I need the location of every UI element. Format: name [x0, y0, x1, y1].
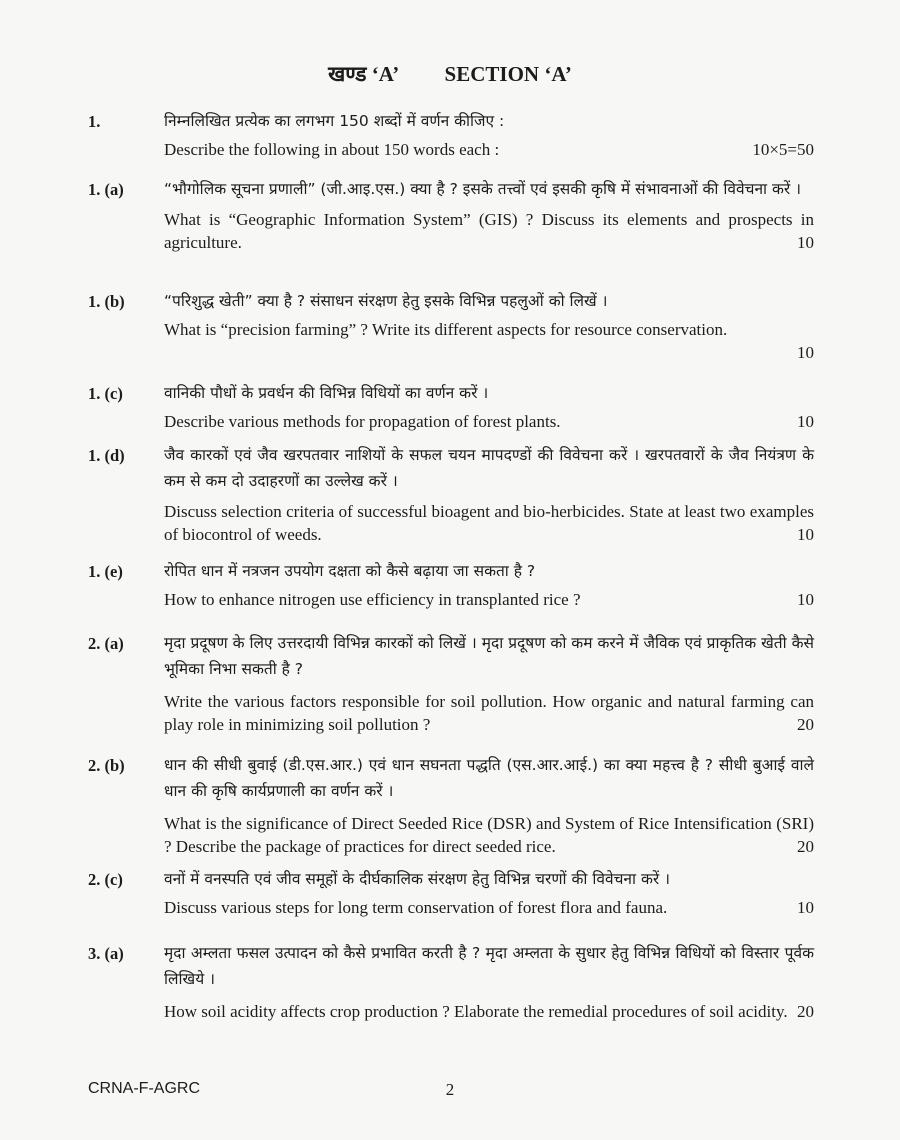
- question-text-english: Discuss selection criteria of successful bioagent and bio-herbicides. State at least two examples of biocontrol of weeds.: [164, 502, 814, 544]
- question-text-english: What is “Geographic Information System” (GIS) ? Discuss its elements and prospects in agriculture.: [164, 210, 814, 252]
- question-number: 2. (b): [88, 756, 125, 775]
- question-3a: [88, 940, 814, 1023]
- question-number: 1. (b): [88, 292, 125, 311]
- question-marks: 10: [797, 233, 814, 252]
- question-text-english: Write the various factors responsible for soil pollution. How organic and natural farming can play role in minimizing soil pollution ?: [164, 692, 814, 734]
- question-2c: [88, 866, 814, 919]
- question-text-english: How to enhance nitrogen use efficiency in transplanted rice ?: [164, 590, 581, 609]
- question-text-hindi: जैव कारकों एवं जैव खरपतवार नाशियों के सफल चयन मापदण्डों की विवेचना करें । खरपतवारों के जैव नियंत्रण के कम से कम दो उदाहरणों का उल्लेख करें ।: [164, 446, 814, 490]
- question-marks: 10×5=50: [752, 140, 814, 159]
- question-text-hindi: रोपित धान में नत्रजन उपयोग दक्षता को कैसे बढ़ाया जा सकता है ?: [164, 562, 536, 580]
- question-marks: 10: [797, 898, 814, 917]
- question-text-english: What is the significance of Direct Seeded Rice (DSR) and System of Rice Intensification (SRI) ? Describe the package of practices for direct seeded rice.: [164, 814, 814, 856]
- question-1a: [88, 176, 814, 254]
- section-heading-english: SECTION ‘A’: [444, 62, 572, 86]
- question-text-hindi: धान की सीधी बुवाई (डी.एस.आर.) एवं धान सघनता पद्धति (एस.आर.आई.) का क्या महत्त्व है ? सीधी बुआई वाले धान की कृषि कार्यप्रणाली का वर्णन करें ।: [164, 756, 814, 800]
- question-number: 1. (e): [88, 562, 123, 581]
- question-1d: [88, 442, 814, 546]
- question-2a: [88, 630, 814, 736]
- question-marks: 20: [797, 715, 814, 734]
- question-marks: 20: [797, 837, 814, 856]
- section-heading-hindi: खण्ड ‘A’: [328, 62, 400, 86]
- question-text-hindi: “परिशुद्ध खेती” क्या है ? संसाधन संरक्षण हेतु इसके विभिन्न पहलुओं को लिखें ।: [164, 292, 608, 310]
- question-number: 2. (a): [88, 634, 124, 653]
- question-number: 1. (c): [88, 384, 123, 403]
- question-text-english: Describe the following in about 150 words each :: [164, 140, 500, 159]
- question-1b: [88, 288, 814, 364]
- question-marks: 10: [797, 525, 814, 544]
- question-number: 1. (a): [88, 180, 124, 199]
- question-text-english: How soil acidity affects crop production ? Elaborate the remedial procedures of soil acidity.: [164, 1002, 788, 1021]
- paper-code: CRNA-F-AGRC: [88, 1080, 200, 1097]
- question-number: 3. (a): [88, 944, 124, 963]
- question-1e: [88, 558, 814, 611]
- question-marks: 10: [797, 343, 814, 362]
- question-text-hindi: वानिकी पौधों के प्रवर्धन की विभिन्न विधियों का वर्णन करें ।: [164, 384, 489, 402]
- question-text-hindi: मृदा प्रदूषण के लिए उत्तरदायी विभिन्न कारकों को लिखें । मृदा प्रदूषण को कम करने में जैविक एवं प्राकृतिक खेती कैसे भूमिका निभा सकती है ?: [164, 634, 814, 678]
- question-1c: [88, 380, 814, 433]
- page-number: 2: [445, 1080, 455, 1099]
- question-number: 1. (d): [88, 446, 125, 465]
- question-number: 2. (c): [88, 870, 123, 889]
- question-text-hindi: वनों में वनस्पति एवं जीव समूहों के दीर्घकालिक संरक्षण हेतु विभिन्न चरणों की विवेचना करें ।: [164, 870, 671, 888]
- question-text-english: Discuss various steps for long term conservation of forest flora and fauna.: [164, 898, 668, 917]
- question-text-english: What is “precision farming” ? Write its different aspects for resource conservation.: [164, 320, 728, 339]
- question-text-hindi: निम्नलिखित प्रत्येक का लगभग 150 शब्दों में वर्णन कीजिए :: [164, 112, 505, 130]
- question-number: 1.: [88, 112, 101, 131]
- question-2b: [88, 752, 814, 858]
- question-text-english: Describe various methods for propagation of forest plants.: [164, 412, 561, 431]
- section-heading: [0, 60, 900, 88]
- question-text-hindi: “भौगोलिक सूचना प्रणाली” (जी.आइ.एस.) क्या है ? इसके तत्त्वों एवं इसकी कृषि में संभावनाओं की विवेचना करें ।: [164, 180, 802, 198]
- question-marks: 10: [797, 590, 814, 609]
- question-marks: 20: [797, 1002, 814, 1021]
- question-1: [88, 108, 814, 161]
- question-marks: 10: [797, 412, 814, 431]
- question-text-hindi: मृदा अम्लता फसल उत्पादन को कैसे प्रभावित करती है ? मृदा अम्लता के सुधार हेतु विभिन्न विधियों को विस्तार पूर्वक लिखिये ।: [164, 944, 814, 988]
